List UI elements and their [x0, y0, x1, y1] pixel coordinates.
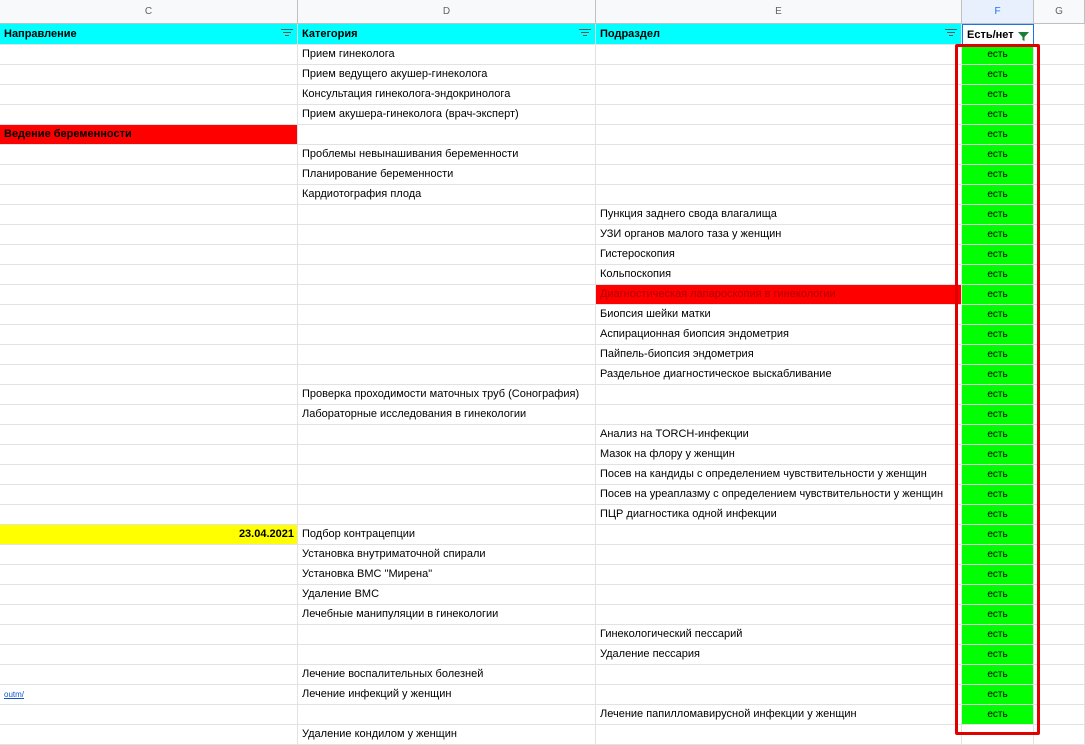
table-row	[0, 145, 1085, 165]
cell-direction[interactable]	[0, 325, 298, 345]
cell-g[interactable]	[1034, 305, 1085, 325]
table-row	[0, 585, 1085, 605]
cell-subsection[interactable]	[596, 145, 962, 165]
cell-direction[interactable]: 23.04.2021	[0, 525, 298, 545]
cell-direction[interactable]	[0, 245, 298, 265]
cell-availability[interactable]: есть	[962, 445, 1034, 465]
cell-direction[interactable]	[0, 705, 298, 725]
table-row	[0, 465, 1085, 485]
cell-category[interactable]: Прием акушера-гинеколога (врач-эксперт)	[298, 105, 596, 125]
cell-subsection[interactable]	[596, 525, 962, 545]
cell-availability[interactable]: есть	[962, 65, 1034, 85]
cell-direction[interactable]	[0, 505, 298, 525]
header-label: Есть/нет	[967, 29, 1014, 41]
cell-category[interactable]: Прием гинеколога	[298, 45, 596, 65]
cell-category[interactable]: Планирование беременности	[298, 165, 596, 185]
cell-direction[interactable]	[0, 405, 298, 425]
table-row	[0, 85, 1085, 105]
cell-g[interactable]	[1034, 685, 1085, 705]
cell-subsection[interactable]	[596, 65, 962, 85]
cell-availability[interactable]: есть	[962, 45, 1034, 65]
cell-subsection[interactable]: Пайпель-биопсия эндометрия	[596, 345, 962, 365]
cell-g[interactable]	[1034, 665, 1085, 685]
cell-g[interactable]	[1034, 325, 1085, 345]
cell-g[interactable]	[1034, 605, 1085, 625]
column-header-e[interactable]: E	[596, 0, 962, 24]
cell-g[interactable]	[1034, 345, 1085, 365]
cell-category[interactable]	[298, 645, 596, 665]
cell-category[interactable]: Проверка проходимости маточных труб (Сонография)	[298, 385, 596, 405]
table-row	[0, 505, 1085, 525]
cell-g[interactable]	[1034, 425, 1085, 445]
header-cell-direction[interactable]	[0, 24, 298, 45]
cell-direction[interactable]	[0, 545, 298, 565]
table-row	[0, 385, 1085, 405]
cell-direction[interactable]	[0, 45, 298, 65]
cell-subsection[interactable]: Посев на кандиды с определением чувствительности у женщин	[596, 465, 962, 485]
table-row	[0, 345, 1085, 365]
cell-direction[interactable]	[0, 485, 298, 505]
cell-subsection[interactable]: Лечение папилломавирусной инфекции у женщин	[596, 705, 962, 725]
cell-category[interactable]: Лабораторные исследования в гинекологии	[298, 405, 596, 425]
cell-category[interactable]	[298, 445, 596, 465]
table-row	[0, 405, 1085, 425]
cell-availability[interactable]: есть	[962, 165, 1034, 185]
cell-availability[interactable]: есть	[962, 585, 1034, 605]
cell-category[interactable]: Консультация гинеколога-эндокринолога	[298, 85, 596, 105]
cell-g[interactable]	[1034, 705, 1085, 725]
cell-category[interactable]	[298, 465, 596, 485]
table-row	[0, 285, 1085, 305]
cell-direction[interactable]	[0, 165, 298, 185]
cell-category[interactable]: Установка внутриматочной спирали	[298, 545, 596, 565]
cell-availability[interactable]: есть	[962, 225, 1034, 245]
cell-subsection[interactable]	[596, 545, 962, 565]
header-label: Категория	[302, 28, 358, 40]
cell-g[interactable]	[1034, 265, 1085, 285]
cell-g[interactable]	[1034, 285, 1085, 305]
table-row	[0, 305, 1085, 325]
cell-direction[interactable]	[0, 105, 298, 125]
table-row	[0, 205, 1085, 225]
cell-availability[interactable]: есть	[962, 565, 1034, 585]
filter-icon[interactable]	[579, 29, 591, 39]
cell-subsection[interactable]: Гистероскопия	[596, 245, 962, 265]
cell-category[interactable]	[298, 205, 596, 225]
cell-availability[interactable]: есть	[962, 325, 1034, 345]
cell-subsection[interactable]: Гинекологический пессарий	[596, 625, 962, 645]
cell-availability[interactable]: есть	[962, 705, 1034, 725]
cell-g[interactable]	[1034, 585, 1085, 605]
table-row	[0, 625, 1085, 645]
cell-category[interactable]: Прием ведущего акушер-гинеколога	[298, 65, 596, 85]
cell-category[interactable]: Лечение воспалительных болезней	[298, 665, 596, 685]
cell-subsection[interactable]: ПЦР диагностика одной инфекции	[596, 505, 962, 525]
cell-g[interactable]	[1034, 645, 1085, 665]
cell-subsection[interactable]	[596, 585, 962, 605]
header-cell-subsection[interactable]	[596, 24, 962, 45]
table-row	[0, 665, 1085, 685]
cell-availability[interactable]: есть	[962, 205, 1034, 225]
column-header-f[interactable]: F	[962, 0, 1034, 24]
cell-g[interactable]	[1034, 185, 1085, 205]
cell-category[interactable]	[298, 285, 596, 305]
cell-availability[interactable]: есть	[962, 685, 1034, 705]
column-header-c[interactable]: C	[0, 0, 298, 24]
cell-availability[interactable]: есть	[962, 365, 1034, 385]
column-header-g[interactable]: G	[1034, 0, 1085, 24]
cell-direction[interactable]	[0, 185, 298, 205]
table-row	[0, 225, 1085, 245]
cell-g[interactable]	[1034, 125, 1085, 145]
header-cell-availability[interactable]	[962, 24, 1034, 45]
table-row	[0, 605, 1085, 625]
cell-category[interactable]	[298, 365, 596, 385]
cell-g[interactable]	[1034, 65, 1085, 85]
table-row	[0, 125, 1085, 145]
cell-direction[interactable]	[0, 385, 298, 405]
cell-subsection[interactable]: Мазок на флору у женщин	[596, 445, 962, 465]
table-row	[0, 365, 1085, 385]
cell-g[interactable]	[1034, 85, 1085, 105]
cell-subsection[interactable]: Диагностическая лапароскопия в гинекологии	[596, 285, 962, 305]
cell-availability[interactable]: есть	[962, 605, 1034, 625]
table-row	[0, 705, 1085, 725]
cell-availability[interactable]: есть	[962, 465, 1034, 485]
cell-availability[interactable]: есть	[962, 525, 1034, 545]
table-row	[0, 545, 1085, 565]
cell-category[interactable]	[298, 225, 596, 245]
cell-category[interactable]: Установка ВМС "Мирена"	[298, 565, 596, 585]
cell-category[interactable]: Кардиотография плода	[298, 185, 596, 205]
cell-category[interactable]	[298, 505, 596, 525]
column-header-d[interactable]: D	[298, 0, 596, 24]
cell-direction[interactable]	[0, 285, 298, 305]
cell-direction[interactable]	[0, 145, 298, 165]
cell-direction[interactable]	[0, 425, 298, 445]
cell-subsection[interactable]: Посев на уреаплазму с определением чувствительности у женщин	[596, 485, 962, 505]
table-row	[0, 485, 1085, 505]
cell-availability[interactable]: есть	[962, 665, 1034, 685]
cell-subsection[interactable]	[596, 605, 962, 625]
cell-availability[interactable]: есть	[962, 245, 1034, 265]
cell-subsection[interactable]	[596, 385, 962, 405]
cell-category[interactable]: Лечебные манипуляции в гинекологии	[298, 605, 596, 625]
cell-direction[interactable]	[0, 645, 298, 665]
cell-direction[interactable]	[0, 65, 298, 85]
table-row	[0, 565, 1085, 585]
table-row	[0, 105, 1085, 125]
cell-availability[interactable]: есть	[962, 125, 1034, 145]
cell-subsection[interactable]	[596, 105, 962, 125]
cell-category[interactable]: Проблемы невынашивания беременности	[298, 145, 596, 165]
cell-subsection[interactable]: Удаление пессария	[596, 645, 962, 665]
cell-category[interactable]	[298, 265, 596, 285]
cell-direction[interactable]	[0, 625, 298, 645]
filter-icon[interactable]	[281, 29, 293, 39]
cell-direction[interactable]	[0, 345, 298, 365]
cell-subsection[interactable]	[596, 665, 962, 685]
table-row	[0, 645, 1085, 665]
cell-g[interactable]	[1034, 625, 1085, 645]
cell-g[interactable]	[1034, 465, 1085, 485]
cell-direction[interactable]	[0, 605, 298, 625]
cell-g[interactable]	[1034, 565, 1085, 585]
cell-direction[interactable]	[0, 85, 298, 105]
cell-subsection[interactable]	[596, 125, 962, 145]
cell-g[interactable]	[1034, 45, 1085, 65]
cell-availability[interactable]: есть	[962, 145, 1034, 165]
cell-g[interactable]	[1034, 545, 1085, 565]
cell-availability[interactable]: есть	[962, 105, 1034, 125]
cell-direction[interactable]	[0, 305, 298, 325]
cell-subsection[interactable]: Биопсия шейки матки	[596, 305, 962, 325]
cell-availability[interactable]: есть	[962, 265, 1034, 285]
cell-g[interactable]	[1034, 505, 1085, 525]
cell-direction[interactable]	[0, 665, 298, 685]
cell-g[interactable]	[1034, 525, 1085, 545]
cell-category[interactable]: Лечение инфекций у женщин	[298, 685, 596, 705]
cell-subsection[interactable]: Кольпоскопия	[596, 265, 962, 285]
cell-g[interactable]	[1034, 405, 1085, 425]
table-row	[0, 425, 1085, 445]
table-row	[0, 185, 1085, 205]
cell-category[interactable]: Удаление кондилом у женщин	[298, 725, 596, 745]
header-label: Направление	[4, 28, 77, 40]
cell-g[interactable]	[1034, 225, 1085, 245]
cell-g[interactable]	[1034, 725, 1085, 745]
cell-availability[interactable]: есть	[962, 85, 1034, 105]
cell-availability[interactable]: есть	[962, 285, 1034, 305]
cell-category[interactable]	[298, 425, 596, 445]
cell-availability[interactable]: есть	[962, 505, 1034, 525]
table-row	[0, 45, 1085, 65]
cell-availability[interactable]: есть	[962, 485, 1034, 505]
table-row	[0, 265, 1085, 285]
cell-g[interactable]	[1034, 485, 1085, 505]
cell-subsection[interactable]: Раздельное диагностическое выскабливание	[596, 365, 962, 385]
filter-icon[interactable]	[945, 29, 957, 39]
cell-direction[interactable]	[0, 365, 298, 385]
cell-g[interactable]	[1034, 165, 1085, 185]
header-row	[0, 24, 1085, 44]
cell-category[interactable]	[298, 485, 596, 505]
cell-direction[interactable]	[0, 205, 298, 225]
cell-g[interactable]	[1034, 245, 1085, 265]
cell-direction[interactable]	[0, 265, 298, 285]
cell-direction[interactable]	[0, 725, 298, 745]
header-cell-category[interactable]	[298, 24, 596, 45]
table-row	[0, 445, 1085, 465]
cell-direction[interactable]: Ведение беременности	[0, 125, 298, 145]
filter-active-icon[interactable]	[1018, 29, 1029, 40]
cell-g[interactable]	[1034, 205, 1085, 225]
cell-availability[interactable]: есть	[962, 345, 1034, 365]
cell-availability[interactable]: есть	[962, 625, 1034, 645]
cell-availability[interactable]: есть	[962, 645, 1034, 665]
cell-subsection[interactable]	[596, 85, 962, 105]
cell-direction[interactable]	[0, 585, 298, 605]
cell-subsection[interactable]	[596, 685, 962, 705]
cell-g[interactable]	[1034, 365, 1085, 385]
cell-subsection[interactable]: Анализ на TORCH-инфекции	[596, 425, 962, 445]
cell-direction[interactable]	[0, 445, 298, 465]
cell-category[interactable]: Удаление ВМС	[298, 585, 596, 605]
table-row	[0, 65, 1085, 85]
cell-category[interactable]	[298, 125, 596, 145]
cell-availability[interactable]: есть	[962, 545, 1034, 565]
cell-subsection[interactable]	[596, 725, 962, 745]
table-row	[0, 165, 1085, 185]
cell-g[interactable]	[1034, 445, 1085, 465]
table-row	[0, 325, 1085, 345]
cell-direction[interactable]	[0, 565, 298, 585]
cell-availability[interactable]: есть	[962, 425, 1034, 445]
cell-g[interactable]	[1034, 385, 1085, 405]
cell-availability[interactable]	[962, 725, 1034, 745]
table-row	[0, 245, 1085, 265]
cell-g[interactable]	[1034, 105, 1085, 125]
cell-subsection[interactable]: Пункция заднего свода влагалища	[596, 205, 962, 225]
cell-subsection[interactable]	[596, 165, 962, 185]
cell-subsection[interactable]	[596, 565, 962, 585]
cell-direction[interactable]	[0, 465, 298, 485]
cell-subsection[interactable]: Аспирационная биопсия эндометрия	[596, 325, 962, 345]
cell-category[interactable]	[298, 305, 596, 325]
cell-subsection[interactable]	[596, 405, 962, 425]
cell-direction[interactable]: outm/	[0, 685, 298, 705]
cell-availability[interactable]: есть	[962, 305, 1034, 325]
table-row	[0, 685, 1085, 705]
cell-category[interactable]	[298, 345, 596, 365]
cell-g[interactable]	[1034, 145, 1085, 165]
cell-direction[interactable]	[0, 225, 298, 245]
cell-category[interactable]: Подбор контрацепции	[298, 525, 596, 545]
cell-category[interactable]	[298, 245, 596, 265]
header-label: Подраздел	[600, 28, 660, 40]
cell-subsection[interactable]	[596, 45, 962, 65]
table-row	[0, 725, 1085, 745]
cell-category[interactable]	[298, 325, 596, 345]
cell-availability[interactable]: есть	[962, 405, 1034, 425]
cell-availability[interactable]: есть	[962, 185, 1034, 205]
cell-category[interactable]	[298, 625, 596, 645]
header-cell-g[interactable]	[1034, 24, 1085, 45]
table-row	[0, 525, 1085, 545]
cell-category[interactable]	[298, 705, 596, 725]
cell-availability[interactable]: есть	[962, 385, 1034, 405]
cell-subsection[interactable]	[596, 185, 962, 205]
cell-subsection[interactable]: УЗИ органов малого таза у женщин	[596, 225, 962, 245]
